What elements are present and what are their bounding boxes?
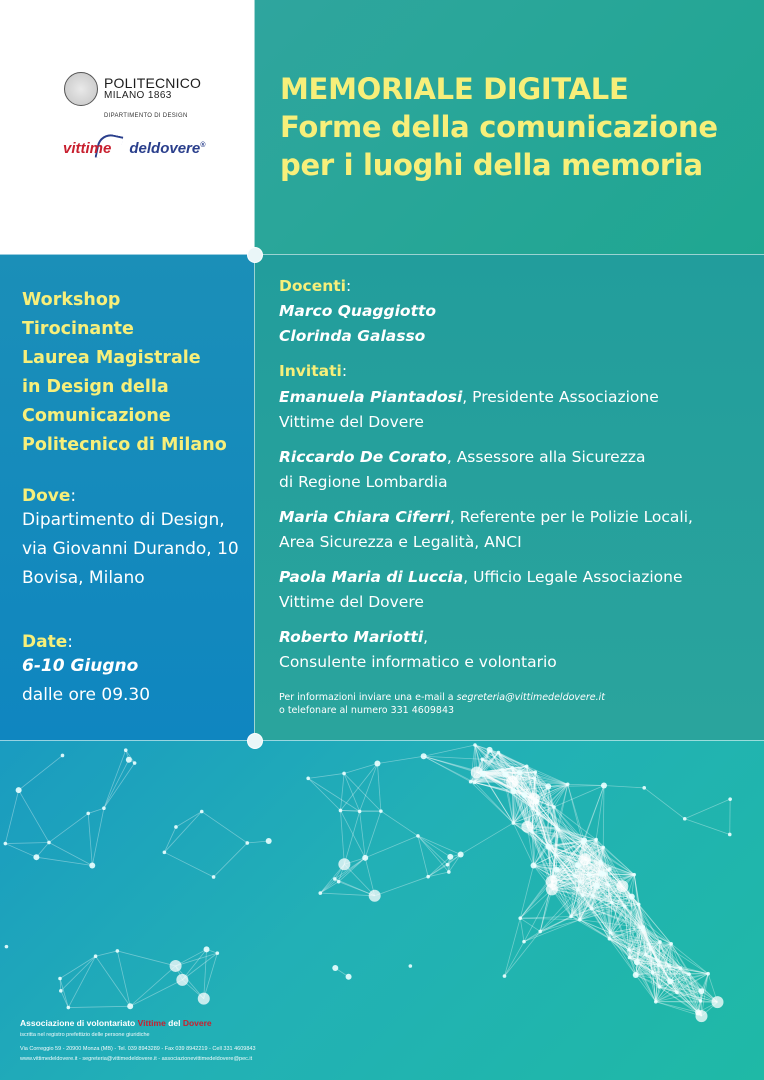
network-node bbox=[687, 972, 691, 976]
network-node bbox=[656, 959, 660, 963]
network-node bbox=[628, 956, 632, 960]
network-node bbox=[102, 806, 106, 810]
network-node bbox=[557, 828, 561, 832]
network-node bbox=[554, 853, 558, 857]
network-node bbox=[599, 860, 603, 864]
politecnico-city: MILANO 1863 bbox=[104, 90, 172, 102]
network-node bbox=[530, 830, 534, 834]
network-node bbox=[639, 925, 643, 929]
network-link bbox=[340, 764, 377, 811]
network-link bbox=[117, 951, 175, 966]
network-link bbox=[164, 812, 201, 853]
network-link bbox=[504, 931, 540, 976]
title-line-3: per i luoghi della memoria bbox=[280, 148, 703, 182]
network-link bbox=[320, 893, 374, 896]
network-link bbox=[344, 811, 359, 864]
workshop-line: in Design della bbox=[22, 377, 169, 397]
invitato-role: Vittime del Dovere bbox=[279, 413, 424, 431]
workshop-line: Comunicazione bbox=[22, 406, 171, 426]
network-link bbox=[344, 764, 377, 774]
network-node bbox=[627, 948, 631, 952]
horizontal-divider-top bbox=[0, 254, 764, 255]
docenti-colon: : bbox=[345, 277, 352, 295]
network-link bbox=[5, 842, 49, 843]
network-link bbox=[88, 813, 92, 865]
invitato-entry bbox=[279, 565, 693, 615]
invitato-name: Paola Maria di Luccia bbox=[279, 568, 464, 586]
network-node bbox=[581, 837, 587, 843]
network-link bbox=[604, 786, 644, 788]
network-node bbox=[447, 870, 451, 874]
association-title: Associazione di volontariato Vittime del Dovere bbox=[20, 1018, 212, 1028]
network-link bbox=[344, 773, 381, 811]
network-node bbox=[533, 770, 537, 774]
network-link bbox=[104, 760, 129, 808]
network-node bbox=[667, 978, 673, 984]
network-node bbox=[546, 844, 552, 850]
network-link bbox=[685, 799, 730, 819]
network-node bbox=[610, 901, 614, 905]
network-node bbox=[594, 883, 600, 889]
location-line: via Giovanni Durando, 10 bbox=[22, 539, 239, 559]
network-node bbox=[581, 893, 585, 897]
network-node bbox=[675, 991, 679, 995]
invitato-name: Maria Chiara Ciferri bbox=[279, 508, 450, 526]
network-node bbox=[447, 854, 453, 860]
network-node bbox=[518, 916, 522, 920]
network-node bbox=[374, 761, 380, 767]
vertical-divider bbox=[254, 0, 255, 740]
network-link bbox=[520, 916, 571, 918]
network-link bbox=[49, 813, 88, 842]
title-line-2: Forme della comunicazione bbox=[280, 110, 718, 144]
network-node bbox=[644, 953, 648, 957]
invitato-role: , Referente per le Polizie Locali, bbox=[449, 508, 693, 526]
network-link bbox=[130, 966, 175, 1006]
network-link bbox=[377, 764, 380, 812]
network-node bbox=[658, 940, 662, 944]
network-node bbox=[545, 784, 551, 790]
network-node bbox=[566, 782, 570, 786]
network-link bbox=[88, 808, 104, 813]
network-node bbox=[728, 797, 732, 801]
network-link bbox=[96, 956, 131, 1006]
association-footer bbox=[20, 1018, 256, 1063]
network-link bbox=[344, 773, 360, 811]
invitati-colon: : bbox=[341, 362, 348, 380]
contact-email-link[interactable]: segreteria@vittimedeldovere.it bbox=[456, 692, 606, 703]
network-node bbox=[552, 805, 556, 809]
network-node bbox=[634, 959, 640, 965]
network-node bbox=[61, 754, 65, 758]
network-node bbox=[511, 766, 515, 770]
network-node bbox=[133, 761, 137, 765]
network-link bbox=[685, 819, 730, 835]
network-link bbox=[360, 811, 366, 857]
network-node bbox=[332, 965, 338, 971]
network-node bbox=[683, 817, 687, 821]
network-node bbox=[553, 867, 559, 873]
invitato-role: , bbox=[423, 628, 429, 646]
department-label: DIPARTIMENTO DI DESIGN bbox=[104, 113, 188, 119]
vittime-del-dovere-logo: vittime deldovere® bbox=[63, 140, 206, 157]
network-node bbox=[358, 810, 362, 814]
network-node bbox=[575, 862, 581, 868]
network-link bbox=[520, 889, 552, 918]
network-link bbox=[418, 836, 461, 855]
network-node bbox=[588, 873, 592, 877]
logo-panel bbox=[0, 0, 254, 254]
network-node bbox=[362, 855, 368, 861]
network-link bbox=[461, 823, 514, 854]
network-link bbox=[520, 918, 580, 920]
network-node bbox=[522, 940, 526, 944]
date-label: Date bbox=[22, 632, 68, 652]
network-node bbox=[649, 947, 653, 951]
network-link bbox=[596, 786, 604, 840]
network-link bbox=[60, 956, 96, 978]
network-node bbox=[500, 768, 504, 772]
network-node bbox=[198, 993, 210, 1005]
network-node bbox=[33, 854, 39, 860]
network-node bbox=[698, 988, 704, 994]
network-node bbox=[116, 949, 120, 953]
invitati-block bbox=[279, 359, 693, 675]
docenti-block bbox=[279, 274, 436, 349]
invitato-role: Area Sicurezza e Legalità, ANCI bbox=[279, 533, 522, 551]
network-link bbox=[428, 857, 450, 877]
network-node bbox=[421, 753, 427, 759]
invitato-name: Emanuela Piantadosi bbox=[279, 388, 463, 406]
network-link bbox=[377, 756, 423, 763]
network-link bbox=[365, 836, 418, 858]
network-node bbox=[510, 788, 516, 794]
network-link bbox=[424, 745, 475, 756]
network-node bbox=[337, 880, 341, 884]
network-link bbox=[571, 916, 609, 938]
network-node bbox=[497, 751, 501, 755]
workshop-line: Tirocinante bbox=[22, 319, 134, 339]
network-link bbox=[176, 812, 202, 827]
network-link bbox=[340, 810, 344, 864]
association-web-links[interactable]: www.vittimedeldovere.it - segreteria@vittimedeldovere.it - associazionevittimedeldovere@pec.it bbox=[20, 1056, 253, 1062]
network-node bbox=[711, 996, 723, 1008]
network-node bbox=[536, 812, 540, 816]
network-link bbox=[104, 750, 126, 808]
network-node bbox=[4, 842, 8, 846]
network-node bbox=[174, 825, 178, 829]
network-node bbox=[170, 960, 182, 972]
contact-text: Per informazioni inviare una e-mail a bbox=[279, 692, 457, 703]
network-node bbox=[608, 931, 612, 935]
network-node bbox=[569, 915, 573, 919]
network-link bbox=[61, 956, 96, 991]
network-link bbox=[60, 979, 68, 1008]
invitato-name: Roberto Mariotti bbox=[279, 628, 424, 646]
docente-name: Clorinda Galasso bbox=[279, 327, 426, 345]
date-block bbox=[22, 632, 150, 710]
network-node bbox=[590, 907, 594, 911]
network-link bbox=[520, 918, 524, 941]
network-node bbox=[446, 863, 450, 867]
network-node bbox=[591, 894, 595, 898]
network-link bbox=[644, 788, 685, 819]
network-node bbox=[409, 964, 413, 968]
network-node bbox=[594, 838, 598, 842]
network-node bbox=[525, 764, 529, 768]
network-node bbox=[458, 851, 464, 857]
network-link bbox=[659, 965, 660, 987]
divider-dot-bottom bbox=[247, 733, 263, 749]
network-node bbox=[426, 875, 430, 879]
network-node bbox=[333, 877, 337, 881]
network-node bbox=[266, 838, 272, 844]
network-link bbox=[104, 763, 135, 808]
invitati-label: Invitati bbox=[279, 362, 342, 380]
network-link bbox=[96, 951, 118, 956]
network-node bbox=[479, 770, 483, 774]
network-node bbox=[669, 942, 673, 946]
network-link bbox=[130, 980, 182, 1006]
network-node bbox=[679, 966, 683, 970]
network-link bbox=[247, 841, 268, 843]
network-link bbox=[5, 844, 36, 858]
network-node bbox=[124, 748, 128, 752]
network-node bbox=[517, 770, 523, 776]
date-time: dalle ore 09.30 bbox=[22, 685, 151, 705]
horizontal-divider-bottom bbox=[0, 740, 764, 741]
network-link bbox=[68, 956, 95, 1007]
network-link bbox=[603, 786, 604, 848]
network-node bbox=[579, 880, 583, 884]
network-node bbox=[89, 862, 95, 868]
association-registry: iscritta nel registro prefettizio delle persone giuridiche bbox=[20, 1032, 150, 1038]
network-node bbox=[608, 937, 612, 941]
network-link bbox=[308, 773, 344, 778]
docenti-label: Docenti bbox=[279, 277, 346, 295]
network-link bbox=[365, 811, 381, 858]
network-node bbox=[667, 964, 671, 968]
network-node bbox=[538, 930, 542, 934]
network-node bbox=[306, 777, 310, 781]
network-node bbox=[369, 890, 381, 902]
network-link bbox=[214, 843, 248, 877]
network-link bbox=[375, 877, 428, 896]
network-link bbox=[308, 778, 359, 811]
network-node bbox=[728, 833, 732, 837]
network-node bbox=[487, 747, 493, 753]
network-node bbox=[346, 974, 352, 980]
network-node bbox=[608, 867, 612, 871]
network-node bbox=[338, 858, 350, 870]
network-node bbox=[512, 821, 516, 825]
network-node bbox=[651, 971, 655, 975]
network-node bbox=[416, 834, 420, 838]
invitato-entry bbox=[279, 445, 693, 495]
network-link bbox=[92, 808, 104, 865]
network-node bbox=[126, 757, 132, 763]
network-node bbox=[58, 977, 62, 981]
invitato-role: Vittime del Dovere bbox=[279, 593, 424, 611]
network-node bbox=[647, 942, 651, 946]
network-link bbox=[164, 827, 176, 852]
contact-phone: o telefonare al numero 331 4609843 bbox=[279, 705, 455, 716]
network-link bbox=[308, 778, 340, 810]
politecnico-logo bbox=[64, 72, 201, 106]
politecnico-seal-icon bbox=[64, 72, 98, 106]
network-link bbox=[19, 790, 49, 842]
location-line: Bovisa, Milano bbox=[22, 568, 145, 588]
invitato-role: di Regione Lombardia bbox=[279, 473, 448, 491]
network-node bbox=[318, 891, 322, 895]
politecnico-name: POLITECNICO bbox=[104, 75, 202, 92]
network-node bbox=[623, 904, 627, 908]
network-node bbox=[633, 972, 639, 978]
workshop-line: Laurea Magistrale bbox=[22, 348, 201, 368]
network-node bbox=[212, 875, 216, 879]
network-link bbox=[5, 790, 18, 843]
network-node bbox=[86, 812, 90, 816]
network-node bbox=[578, 918, 582, 922]
network-link bbox=[360, 764, 378, 812]
network-node bbox=[5, 945, 9, 949]
network-node bbox=[521, 792, 527, 798]
invitato-role: , Ufficio Legale Associazione bbox=[463, 568, 683, 586]
network-link bbox=[19, 755, 63, 790]
location-label: Dove bbox=[22, 486, 71, 506]
network-node bbox=[654, 1000, 658, 1004]
network-link bbox=[418, 836, 448, 865]
network-link bbox=[164, 852, 213, 877]
network-node bbox=[632, 873, 636, 877]
network-link bbox=[381, 811, 418, 836]
contact-info bbox=[279, 691, 605, 717]
network-node bbox=[245, 841, 249, 845]
network-link bbox=[202, 812, 248, 843]
network-link bbox=[68, 1006, 130, 1007]
network-node bbox=[641, 928, 645, 932]
network-link bbox=[335, 879, 375, 896]
invitato-role: , Presidente Associazione bbox=[462, 388, 659, 406]
network-node bbox=[16, 787, 22, 793]
network-node bbox=[480, 757, 484, 761]
invitato-entry bbox=[279, 625, 693, 675]
workshop-line: Workshop bbox=[22, 290, 121, 310]
network-node bbox=[473, 743, 477, 747]
network-node bbox=[127, 1003, 133, 1009]
network-node bbox=[379, 809, 383, 813]
network-link bbox=[182, 953, 217, 980]
location-colon: : bbox=[70, 486, 77, 506]
network-node bbox=[531, 806, 535, 810]
network-node bbox=[216, 951, 220, 955]
network-node bbox=[607, 883, 611, 887]
location-block bbox=[22, 486, 239, 593]
network-link bbox=[504, 918, 520, 976]
network-node bbox=[342, 772, 346, 776]
network-node bbox=[601, 846, 605, 850]
network-node bbox=[176, 974, 188, 986]
network-link bbox=[504, 942, 524, 976]
network-node bbox=[706, 972, 710, 976]
location-line: Dipartimento di Design, bbox=[22, 510, 225, 530]
network-node bbox=[506, 776, 518, 788]
network-link bbox=[340, 773, 344, 810]
network-node bbox=[94, 954, 98, 958]
network-node bbox=[339, 809, 343, 813]
network-node bbox=[546, 876, 558, 888]
page-title bbox=[280, 70, 718, 184]
invitato-name: Riccardo De Corato bbox=[279, 448, 447, 466]
network-node bbox=[657, 963, 661, 967]
divider-dot-top bbox=[247, 247, 263, 263]
network-node bbox=[699, 999, 703, 1003]
title-line-1: MEMORIALE DIGITALE bbox=[280, 72, 629, 106]
network-node bbox=[573, 874, 577, 878]
invitato-role: Consulente informatico e volontario bbox=[279, 653, 557, 671]
network-node bbox=[502, 771, 508, 777]
network-node bbox=[695, 1010, 707, 1022]
network-node bbox=[67, 1006, 71, 1010]
network-link bbox=[117, 951, 130, 1006]
network-node bbox=[200, 810, 204, 814]
date-colon: : bbox=[67, 632, 73, 652]
network-node bbox=[163, 851, 167, 855]
network-node bbox=[469, 780, 473, 784]
network-node bbox=[47, 841, 51, 845]
association-address: Via Correggio 59 - 20900 Monza (MB) - Tel. 039 8943289 - Fax 039 8942219 - Cell 331 4609843 bbox=[20, 1046, 256, 1052]
invitato-entry bbox=[279, 385, 693, 435]
network-node bbox=[603, 872, 607, 876]
network-node bbox=[531, 862, 537, 868]
workshop-line: Politecnico di Milano bbox=[22, 435, 227, 455]
network-node bbox=[579, 853, 591, 865]
network-node bbox=[59, 989, 63, 993]
network-node bbox=[503, 974, 507, 978]
network-node bbox=[204, 946, 210, 952]
network-node bbox=[629, 894, 635, 900]
date-days: 6-10 Giugno bbox=[22, 656, 139, 676]
workshop-heading bbox=[22, 286, 227, 460]
network-node bbox=[473, 781, 477, 785]
network-node bbox=[616, 880, 628, 892]
invitato-role: , Assessore alla Sicurezza bbox=[446, 448, 646, 466]
network-node bbox=[642, 786, 646, 790]
invitato-entry bbox=[279, 505, 693, 555]
network-node bbox=[528, 793, 540, 805]
network-node bbox=[637, 903, 641, 907]
network-node bbox=[658, 985, 662, 989]
docente-name: Marco Quaggiotto bbox=[279, 302, 437, 320]
network-node bbox=[601, 783, 607, 789]
network-link bbox=[524, 920, 580, 942]
network-node bbox=[533, 777, 537, 781]
network-node bbox=[576, 888, 580, 892]
